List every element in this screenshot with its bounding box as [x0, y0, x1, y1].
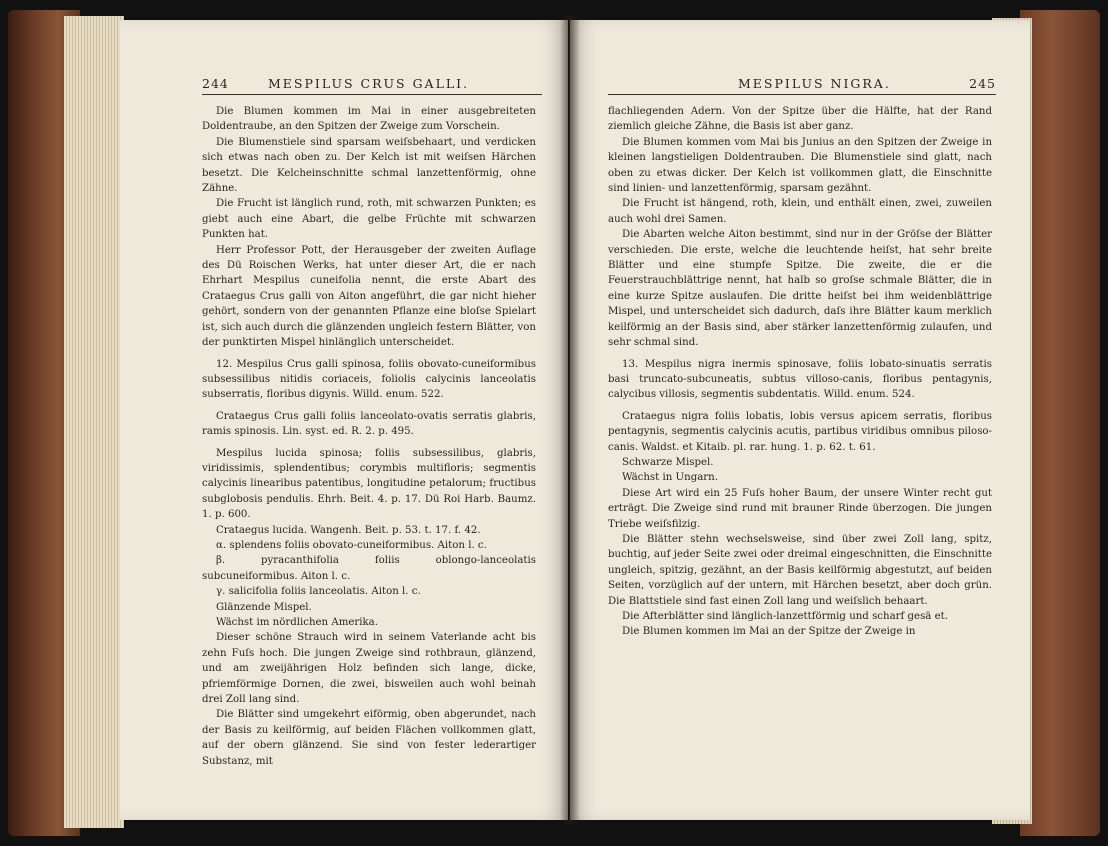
page-number: 245 — [969, 76, 996, 91]
paragraph: Diese Art wird ein 25 Fuſs hoher Baum, der unsere Winter recht gut erträgt. Die Zweige sind rund mit brauner Rinde überzogen. Die jungen Triebe weiſsfilzig. — [608, 487, 992, 530]
paragraph: Die Blumen kommen vom Mai bis Junius an den Spitzen der Zweige in kleinen langstieligen Doldentrauben. Die Blumenstiele sind glatt, nach oben zu etwas dicker. Der Kelch ist vollkommen glatt, die Einschnitte sind linien- und lanzettenförmig, sparsam gezähnt. — [608, 136, 992, 195]
running-title: MESPILUS NIGRA. — [738, 76, 891, 91]
left-page-header — [202, 76, 542, 96]
left-page — [120, 20, 568, 820]
open-book — [8, 6, 1100, 840]
paragraph: Crataegus nigra foliis lobatis, lobis versus apicem serratis, floribus pentagynis, segmentis calycinis acutis, partibus viridibus omnibus piloso-canis. Waldst. et Kitaib. pl. rar. hung. 1. p. 62. t. 61. — [608, 410, 992, 453]
paragraph: Die Afterblätter sind länglich-lanzettförmig und scharf gesä et. — [622, 611, 948, 622]
paragraph: Herr Professor Pott, der Herausgeber der zweiten Auflage des Dü Roischen Werks, hat unter dieser Art, die er nach Ehrhart Mespilus cuneifolia nennt, die erste Abart des Crataegus Crus galli von Aiton angeführt, die gar nicht hieher gehört, sondern von der genannten Pflanze eine bloſse Spielart ist, sich auch durch die glänzenden ungleich festern Blätter, von der punktirten Mispel hinlänglich unterscheidet. — [202, 244, 536, 349]
paragraph: flachliegenden Adern. Von der Spitze über die Hälfte, hat der Rand ziemlich gleiche Zähne, die Basis ist aber ganz. — [608, 106, 992, 133]
book-gutter — [560, 16, 580, 824]
paragraph: Mespilus lucida spinosa; foliis subsessilibus, glabris, viridissimis, splendentibus; corymbis multifloris; segmentis calycinis linearibus patentibus, longitudine petalorum; fructibus subglobosis pendulis. Ehrh. Beit. 4. p. 17. Dü Roi Harb. Baumz. 1. p. 600. — [202, 447, 536, 521]
paragraph: Dieser schöne Strauch wird in seinem Vaterlande acht bis zehn Fuſs hoch. Die jungen Zweige sind rothbraun, glänzend, und am zweijährigen Holz befinden sich lange, dicke, pfriemförmige Dornen, die zwei, bisweilen auch wohl beinah drei Zoll lang sind. — [202, 632, 536, 706]
paragraph: Wächst in Ungarn. — [622, 472, 718, 484]
header-rule — [202, 94, 542, 95]
left-page-body — [202, 104, 536, 769]
paragraph: 13. Mespilus nigra inermis spinosave, foliis lobato-sinuatis serratis basi truncato-subcuneatis, subtus villoso-canis, floribus pentagynis, calycibus villosis, segmentis subdentatis. Willd. enum. 524. — [608, 358, 992, 401]
right-page — [570, 20, 1030, 820]
paragraph: Die Frucht ist länglich rund, roth, mit schwarzen Punkten; es giebt auch eine Abart, die gelbe Früchte mit schwarzen Punkten hat. — [202, 198, 536, 241]
running-title: MESPILUS CRUS GALLI. — [268, 76, 470, 91]
paragraph: Die Blumenstiele sind sparsam weiſsbehaart, und verdicken sich etwas nach oben zu. Der Kelch ist mit weiſsen Härchen besetzt. Die Kelcheinschnitte schmal lanzettenförmig, ohne Zähne. — [202, 136, 536, 195]
paragraph: β. pyracanthifolia foliis oblongo-lanceolatis subcuneiformibus. Aiton l. c. — [202, 555, 536, 582]
paragraph: α. splendens foliis obovato-cuneiformibus. Aiton l. c. — [216, 539, 487, 551]
paragraph: Die Blumen kommen im Mai in einer ausgebreiteten Doldentraube, an den Spitzen der Zweige zum Vorschein. — [202, 106, 536, 133]
paragraph: Schwarze Mispel. — [622, 456, 714, 468]
right-page-header — [608, 76, 996, 96]
paragraph: Crataegus Crus galli foliis lanceolato-ovatis serratis glabris, ramis spinosis. Lin. syst. ed. R. 2. p. 495. — [202, 410, 536, 438]
paragraph: Die Blätter stehn wechselsweise, sind über zwei Zoll lang, spitz, buchtig, auf jeder Seite zwei oder dreimal eingeschnitten, die Einschnitte ungleich, spitzig, gezähnt, an der Basis keilförmig abgestutzt, auf beiden Seiten, vorzüglich auf der untern, mit Härchen besetzt, aber doch grün. Die Blattstiele sind fast einen Zoll lang und weiſslich behaart. — [608, 533, 992, 607]
paragraph: Wächst im nördlichen Amerika. — [216, 617, 378, 628]
paragraph: Die Blumen kommen im Mai an der Spitze der Zweige in — [622, 626, 916, 638]
paragraph: Die Abarten welche Aiton bestimmt, sind nur in der Gröſse der Blätter verschieden. Die erste, welche die leuchtende heiſst, hat sehr breite Blätter und eine stumpfe Spitze. Die zweite, die er die Feuerstrauchblättrige nennt, hat halb so groſse schmale Blätter, die in eine kurze Spitze auslaufen. Die dritte heiſst bei ihm weidenblättrige Mispel, und unterscheidet sich dadurch, daſs ihre Blätter kaum merklich keilförmig an der Basis sind, aber stärker lanzettenförmig zulaufen, und sehr schmal sind. — [608, 229, 992, 349]
paragraph: γ. salicifolia foliis lanceolatis. Aiton l. c. — [216, 586, 421, 598]
page-number: 244 — [202, 76, 229, 91]
left-page-edges — [64, 16, 124, 828]
paragraph: Die Blätter sind umgekehrt eiförmig, oben abgerundet, nach der Basis zu keilförmig, auf beiden Flächen vollkommen glatt, auf der obern glänzend. Sie sind von fester lederartiger Substanz, mit — [202, 709, 536, 767]
header-rule — [608, 94, 996, 95]
paragraph: Glänzende Mispel. — [216, 601, 312, 613]
paragraph: 12. Mespilus Crus galli spinosa, foliis obovato-cuneiformibus subsessilibus nitidis coriaceis, foliolis calycinis lanceolatis subserratis, floribus digynis. Willd. enum. 522. — [202, 358, 536, 401]
paragraph: Die Frucht ist hängend, roth, klein, und enthält einen, zwei, zuweilen auch wohl drei Samen. — [608, 198, 992, 225]
right-page-body — [608, 104, 992, 640]
paragraph: Crataegus lucida. Wangenh. Beit. p. 53. t. 17. f. 42. — [216, 524, 481, 536]
right-cover — [1020, 10, 1100, 836]
